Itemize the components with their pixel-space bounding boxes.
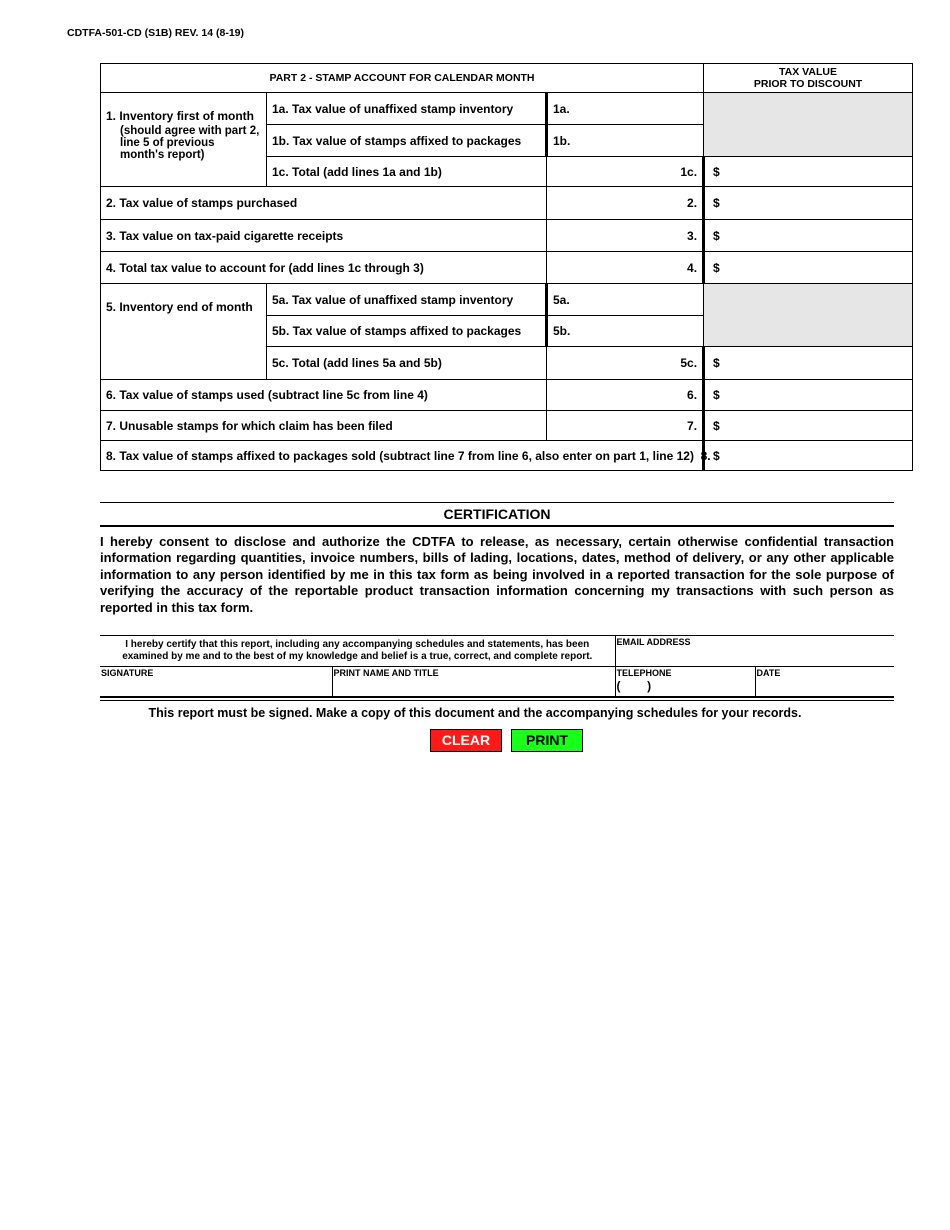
footer-note: This report must be signed. Make a copy of this document and the accompanying schedules for your records.	[148, 706, 802, 720]
line5b-field[interactable]: 5b.	[547, 316, 704, 347]
line5a-label: 5a. Tax value of unaffixed stamp inventory	[267, 284, 547, 316]
line5a-field[interactable]: 5a.	[547, 284, 704, 316]
signature-field[interactable]	[100, 667, 332, 697]
line1a-label: 1a. Tax value of unaffixed stamp inventory	[267, 93, 547, 125]
line5c-field[interactable]: $	[704, 347, 913, 380]
tax-value-header: TAX VALUE PRIOR TO DISCOUNT	[704, 64, 913, 93]
line6-label: 6. Tax value of stamps used (subtract line 5c from line 4)	[101, 380, 547, 411]
line6-field[interactable]: $	[704, 380, 913, 411]
line5b-label: 5b. Tax value of stamps affixed to packages	[267, 316, 547, 347]
line2-code: 2.	[547, 187, 704, 220]
shaded-cell-1	[704, 93, 913, 157]
line1a-field[interactable]: 1a.	[547, 93, 704, 125]
cert-rule-top	[100, 502, 894, 503]
part2-table	[100, 63, 913, 471]
line1c-label: 1c. Total (add lines 1a and 1b)	[267, 157, 547, 187]
line4-code: 4.	[547, 252, 704, 284]
line5c-label: 5c. Total (add lines 5a and 5b)	[267, 347, 547, 380]
line8-label: 8. Tax value of stamps affixed to packages sold (subtract line 7 from line 6, also enter on part 1, line 12) 8.	[101, 441, 704, 471]
line1c-field[interactable]: $	[704, 157, 913, 187]
line2-label: 2. Tax value of stamps purchased	[101, 187, 547, 220]
telephone-format: ( )	[616, 679, 652, 693]
line3-field[interactable]: $	[704, 220, 913, 252]
telephone-label: TELEPHONE	[616, 668, 672, 678]
date-label: DATE	[756, 668, 781, 678]
telephone-field[interactable]	[615, 667, 755, 697]
line3-code: 3.	[547, 220, 704, 252]
line7-field[interactable]: $	[704, 411, 913, 441]
print-button[interactable]: PRINT	[511, 729, 583, 752]
line6-code: 6.	[547, 380, 704, 411]
certification-title: CERTIFICATION	[443, 506, 551, 522]
line1b-field[interactable]: 1b.	[547, 125, 704, 157]
name-title-label: PRINT NAME AND TITLE	[333, 668, 439, 678]
email-label: EMAIL ADDRESS	[616, 637, 691, 647]
line1c-code: 1c.	[547, 157, 704, 187]
part2-title: PART 2 - STAMP ACCOUNT FOR CALENDAR MONTH	[101, 64, 704, 93]
line4-label: 4. Total tax value to account for (add lines 1c through 3)	[101, 252, 547, 284]
signature-double-rule	[100, 697, 894, 701]
form-id: CDTFA-501-CD (S1B) REV. 14 (8-19)	[67, 27, 244, 39]
line7-label: 7. Unusable stamps for which claim has been filed	[101, 411, 547, 441]
certify-statement: I hereby certify that this report, including any accompanying schedules and statements, has been examined by me and to the best of my knowledge and belief is a true, correct, and complete report.	[100, 636, 615, 667]
line8-code: 8.	[700, 448, 711, 463]
line4-field[interactable]: $	[704, 252, 913, 284]
clear-button[interactable]: CLEAR	[430, 729, 502, 752]
line1-label: 1. Inventory first of month (should agree with part 2, line 5 of previous month's report)	[101, 93, 267, 187]
line2-field[interactable]: $	[704, 187, 913, 220]
cert-rule-bottom	[100, 525, 894, 527]
signature-table	[100, 635, 894, 697]
signature-label: SIGNATURE	[101, 668, 154, 678]
line8-field[interactable]: $	[704, 441, 913, 471]
email-field[interactable]	[615, 636, 894, 667]
line5c-code: 5c.	[547, 347, 704, 380]
date-field[interactable]	[755, 667, 894, 697]
line3-label: 3. Tax value on tax-paid cigarette receipts	[101, 220, 547, 252]
line7-code: 7.	[547, 411, 704, 441]
line5-label: 5. Inventory end of month	[101, 284, 267, 380]
shaded-cell-2	[704, 284, 913, 347]
certification-text: I hereby consent to disclose and authorize the CDTFA to release, as necessary, certain otherwise confidential transaction information regarding quantities, invoice numbers, bills of lading, locations, dates, method of delivery, or any other applicable information to any person identified by me in this tax form as being involved in a reported transaction for the sole purpose of verifying the accuracy of the reportable product transaction information concerning my transactions with such person as reported in this tax form.	[100, 534, 894, 615]
name-title-field[interactable]	[332, 667, 615, 697]
line1b-label: 1b. Tax value of stamps affixed to packages	[267, 125, 547, 157]
